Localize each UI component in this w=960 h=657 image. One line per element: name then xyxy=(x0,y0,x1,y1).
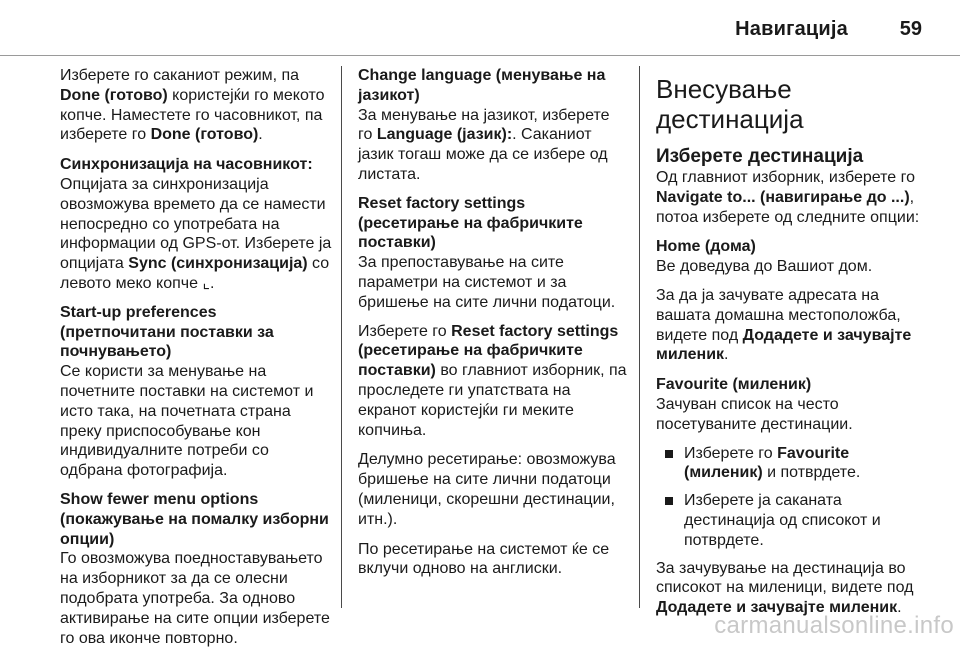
reset-heading: Reset factory settings (ресетирање на фабричките поставки) xyxy=(358,194,583,252)
fewer-options-text: Го овозможува поедноставувањето на изборникот за да се олесни подобрата употреба. За одново активирање на сите опции изберете го ова иконче повторно. xyxy=(60,550,330,647)
header-divider xyxy=(0,55,960,56)
page-title: Навигација xyxy=(735,18,848,40)
favourite-section xyxy=(656,375,922,434)
destination-intro: Од главниот изборник, изберете го Navigate to... (навигирање до ...), потоа изберете од следните опции: xyxy=(656,169,920,226)
bullet-item: Изберете го Favourite (миленик) и потврдете. xyxy=(656,444,922,484)
reset-text: За препоставување на сите параметри на системот и за бришење на сите лични податоци. xyxy=(358,254,616,311)
column-middle xyxy=(358,66,628,589)
language-section: Change language (менување на јазикот) За менување на јазикот, изберете го Language (јазик):. Саканиот јазик тогаш може да се избере од листата. xyxy=(358,66,628,185)
startup-heading: Start-up preferences (претпочитани поставки за почнувањето) xyxy=(60,303,274,361)
clock-intro-paragraph: Изберете го саканиот режим, па Done (готово) користејќи го мекото копче. Наместете го часовникот, па изберете го Done (готово). xyxy=(60,67,325,144)
fewer-options-heading: Show fewer menu options (покажување на помалку изборни опции) xyxy=(60,490,329,548)
fewer-options-section xyxy=(60,490,332,648)
home-section xyxy=(656,237,922,277)
sync-heading: Синхронизација на часовникот: xyxy=(60,156,313,174)
favourite-heading: Favourite (миленик) xyxy=(656,376,812,394)
startup-text: Се користи за менување на почетните поставки на системот и исто така, на почетната страна преку приспособување кон индивидуалните потреби со одбрана фотографија. xyxy=(60,363,314,480)
section-subtitle: Изберете дестинација xyxy=(656,146,864,167)
column-divider xyxy=(341,66,342,608)
column-left xyxy=(60,66,332,657)
bullet-square-icon xyxy=(665,497,673,505)
sync-section: Синхронизација на часовникот: Опцијата за синхронизација овозможува времето да се намести непосредно со употребата на информации од GPS-от. Изберете ја опцијата Sync (синхронизација) со левото меко копче ⌞. xyxy=(60,156,332,292)
home-heading: Home (дома) xyxy=(656,238,756,256)
bullet-item: Изберете ја саканата дестинација од списокот и потврдете. xyxy=(656,491,922,550)
column-right xyxy=(656,66,922,628)
reset-instructions: Изберете го Reset factory settings (ресетирање на фабричките поставки) во главниот изборник, па проследете ги упатствата на екранот користејќи ги меките копчиња. xyxy=(358,322,627,439)
page-number: 59 xyxy=(899,18,922,40)
home-address-paragraph: За да ја зачувате адресата на вашата домашна местоположба, видете под Додадете и зачувајте миленик. xyxy=(656,286,912,364)
startup-section xyxy=(60,303,332,481)
section-title: Внесување дестинација xyxy=(656,74,804,134)
column-divider xyxy=(639,66,640,608)
favourite-text: Зачуван список на често посетуваните дестинации. xyxy=(656,395,853,433)
bullet-square-icon xyxy=(665,450,673,458)
english-reset-paragraph: По ресетирање на системот ќе се вклучи одново на англиски. xyxy=(358,540,610,578)
page-header xyxy=(0,0,960,52)
save-favourite-paragraph: За зачувување на дестинација во списокот на миленици, видете под Додадете и зачувајте миленик. xyxy=(656,559,914,617)
watermark: carmanualsonline.info xyxy=(714,612,954,639)
home-text: Ве доведува до Вашиот дом. xyxy=(656,258,873,276)
reset-section xyxy=(358,194,628,313)
language-heading: Change language (менување на јазикот) xyxy=(358,67,606,104)
partial-reset-paragraph: Делумно ресетирање: овозможува бришење на сите лични податоци (миленици, скорешни дестинации, итн.). xyxy=(358,451,616,528)
